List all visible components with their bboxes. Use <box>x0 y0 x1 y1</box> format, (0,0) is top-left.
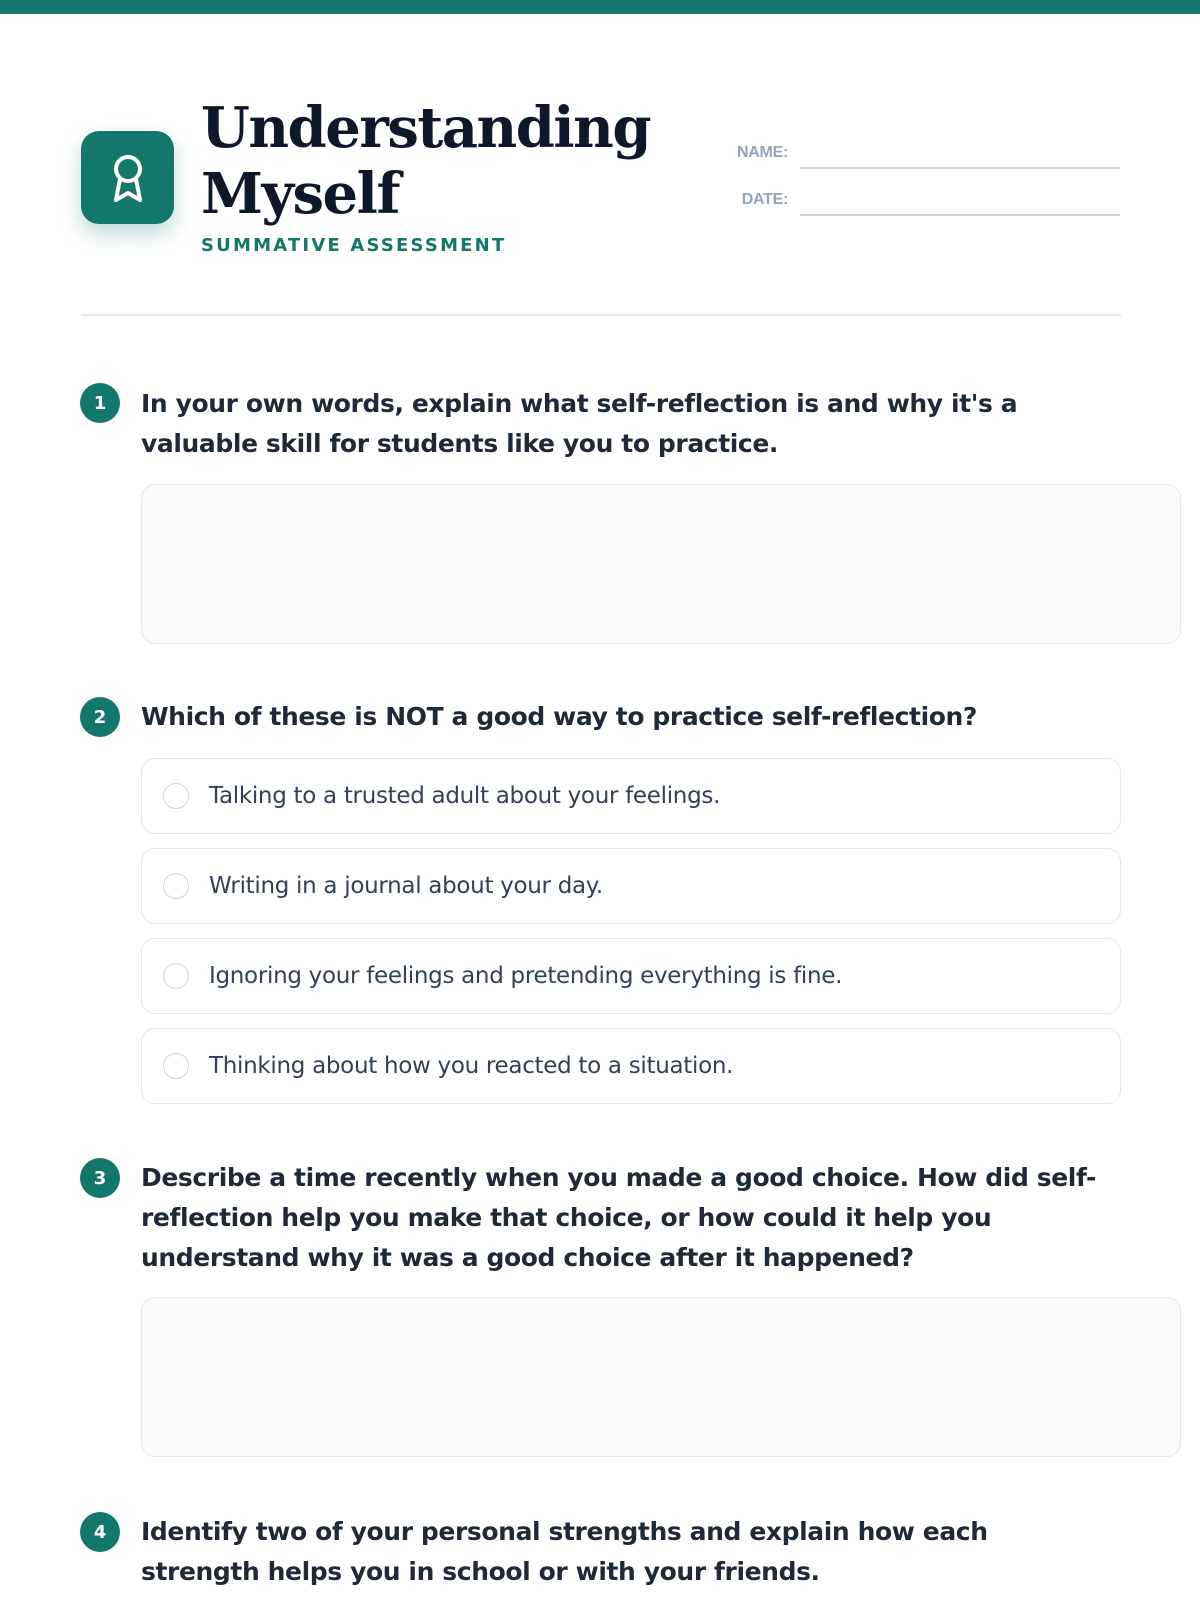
date-field[interactable] <box>800 214 1120 216</box>
answer-option[interactable] <box>141 758 1121 834</box>
logo-badge <box>81 131 174 224</box>
date-label: DATE: <box>741 191 788 208</box>
title-line-1: Understanding <box>201 95 651 161</box>
name-label: NAME: <box>737 144 788 161</box>
name-field[interactable] <box>800 167 1120 169</box>
radio-button[interactable] <box>163 1053 189 1079</box>
answer-option-label: Talking to a trusted adult about your feelings. <box>209 783 721 809</box>
question-text: Identify two of your personal strengths and explain how each strength helps you in school or with your friends. <box>141 1517 988 1586</box>
award-ribbon-icon <box>110 152 146 204</box>
answer-option[interactable] <box>141 938 1121 1014</box>
answer-box[interactable] <box>141 484 1181 644</box>
top-accent-bar <box>0 0 1200 14</box>
question-number-badge: 1 <box>80 383 120 423</box>
radio-button[interactable] <box>163 873 189 899</box>
question-number-badge: 3 <box>80 1158 120 1198</box>
page-title <box>201 95 721 227</box>
answer-option-label: Thinking about how you reacted to a situation. <box>209 1053 734 1079</box>
question-number-badge: 4 <box>80 1512 120 1552</box>
answer-option[interactable] <box>141 848 1121 924</box>
answer-option-label: Writing in a journal about your day. <box>209 873 603 899</box>
radio-button[interactable] <box>163 963 189 989</box>
question-text: Which of these is NOT a good way to practice self-reflection? <box>141 702 978 731</box>
page-subtitle: SUMMATIVE ASSESSMENT <box>201 235 507 256</box>
radio-button[interactable] <box>163 783 189 809</box>
answer-box[interactable] <box>141 1297 1181 1457</box>
worksheet-header <box>81 95 1121 265</box>
title-line-2: Myself <box>201 161 400 227</box>
header-divider <box>81 314 1121 316</box>
answer-option-label: Ignoring your feelings and pretending everything is fine. <box>209 963 843 989</box>
question-number-badge: 2 <box>80 697 120 737</box>
question-text: Describe a time recently when you made a good choice. How did self-reflection help you make that choice, or how could it help you understand why it was a good choice after it happened? <box>141 1163 1096 1272</box>
answer-option[interactable] <box>141 1028 1121 1104</box>
question-text: In your own words, explain what self-reflection is and why it's a valuable skill for students like you to practice. <box>141 389 1018 458</box>
